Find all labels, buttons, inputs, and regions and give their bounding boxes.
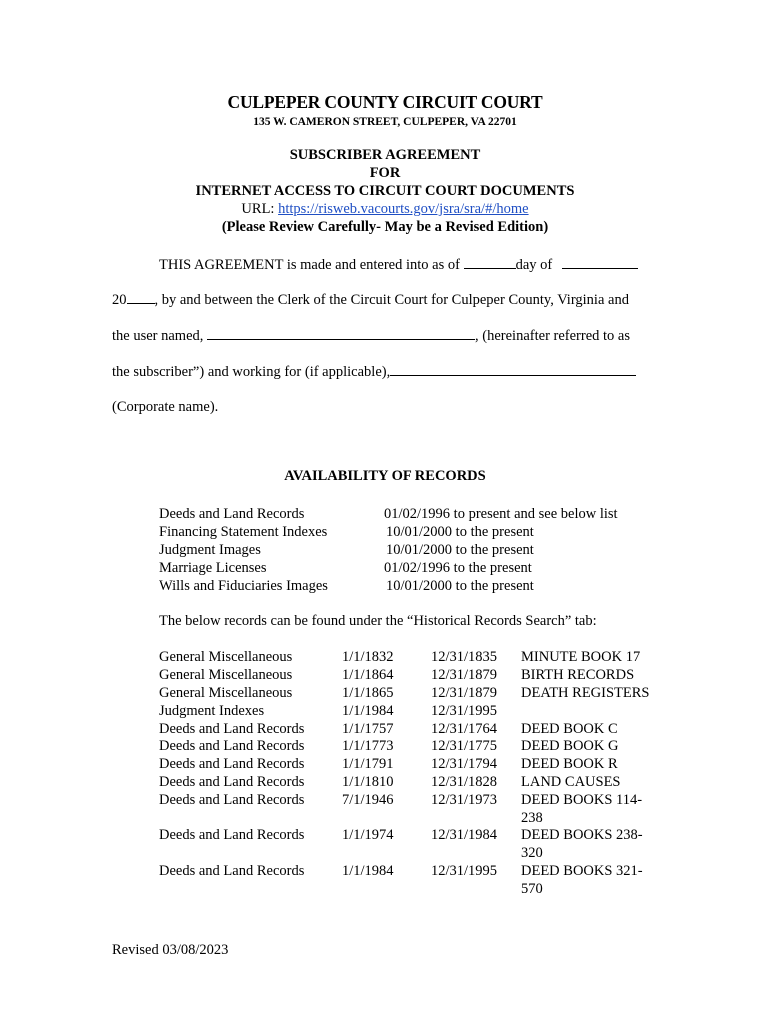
- agreement-line-2: [112, 291, 629, 309]
- historical-book: LAND CAUSES: [521, 774, 621, 790]
- historical-start-date: 1/1/1865: [342, 685, 394, 701]
- historical-book: DEED BOOK R: [521, 756, 618, 772]
- historical-end-date: 12/31/1828: [431, 774, 498, 790]
- historical-book: MINUTE BOOK 17: [521, 649, 641, 665]
- court-name: CULPEPER COUNTY CIRCUIT COURT: [227, 92, 543, 112]
- record-date-range: 01/02/1996 to present and see below list: [384, 506, 618, 522]
- historical-end-date: 12/31/1879: [431, 667, 498, 683]
- agreement-subtitle: INTERNET ACCESS TO CIRCUIT COURT DOCUMENTS: [195, 183, 575, 199]
- historical-book: DEED BOOK C: [521, 721, 618, 737]
- historical-book: BIRTH RECORDS: [521, 667, 635, 683]
- historical-record-name: Deeds and Land Records: [159, 721, 305, 737]
- historical-record-name: Deeds and Land Records: [159, 827, 305, 843]
- historical-record-name: Deeds and Land Records: [159, 774, 305, 790]
- agreement-for: FOR: [369, 165, 401, 181]
- historical-start-date: 1/1/1974: [342, 827, 394, 843]
- availability-title: AVAILABILITY OF RECORDS: [284, 468, 486, 484]
- historical-end-date: 12/31/1995: [431, 863, 498, 879]
- agreement-text: THIS AGREEMENT is made and entered into as of: [159, 257, 464, 273]
- historical-book-continued: 238: [521, 810, 543, 826]
- historical-end-date: 12/31/1984: [431, 827, 498, 843]
- historical-book: DEED BOOKS 114-: [521, 792, 643, 808]
- historical-end-date: 12/31/1794: [431, 756, 498, 772]
- agreement-text: the user named,: [112, 328, 208, 344]
- record-name: Wills and Fiduciaries Images: [159, 578, 328, 594]
- historical-start-date: 1/1/1757: [342, 721, 394, 737]
- url-link[interactable]: https://risweb.vacourts.gov/jsra/sra/#/home: [278, 201, 529, 217]
- historical-end-date: 12/31/1973: [431, 792, 498, 808]
- record-date-range: 10/01/2000 to the present: [386, 578, 534, 594]
- historical-start-date: 1/1/1832: [342, 649, 394, 665]
- historical-start-date: 1/1/1984: [342, 703, 394, 719]
- agreement-text: , (hereinafter referred to as: [475, 328, 630, 344]
- historical-book: DEED BOOKS 238-: [521, 827, 643, 843]
- historical-record-name: General Miscellaneous: [159, 667, 293, 683]
- historical-book-continued: 570: [521, 881, 543, 897]
- record-name: Marriage Licenses: [159, 560, 267, 576]
- user-name-blank[interactable]: [207, 327, 475, 340]
- historical-end-date: 12/31/1775: [431, 738, 498, 754]
- historical-start-date: 1/1/1810: [342, 774, 394, 790]
- url-line: [0, 201, 770, 218]
- historical-start-date: 1/1/1984: [342, 863, 394, 879]
- corporate-name-blank[interactable]: [390, 363, 636, 376]
- historical-end-date: 12/31/1995: [431, 703, 498, 719]
- historical-record-name: Deeds and Land Records: [159, 863, 305, 879]
- agreement-text: , by and between the Clerk of the Circuit Court for Culpeper County, Virginia and: [154, 292, 629, 308]
- url-label: URL:: [241, 201, 279, 217]
- agreement-line-4: [112, 363, 636, 381]
- agreement-line-1: [159, 256, 638, 274]
- historical-book: DEED BOOK G: [521, 738, 619, 754]
- court-address: 135 W. CAMERON STREET, CULPEPER, VA 22701: [253, 116, 517, 128]
- historical-end-date: 12/31/1835: [431, 649, 498, 665]
- historical-book: DEATH REGISTERS: [521, 685, 650, 701]
- historical-record-name: Deeds and Land Records: [159, 792, 305, 808]
- historical-record-name: Judgment Indexes: [159, 703, 265, 719]
- month-blank[interactable]: [562, 256, 638, 269]
- agreement-line-3: [112, 327, 630, 345]
- historical-start-date: 7/1/1946: [342, 792, 394, 808]
- record-date-range: 10/01/2000 to the present: [386, 524, 534, 540]
- historical-start-date: 1/1/1791: [342, 756, 394, 772]
- historical-intro: The below records can be found under the “Historical Records Search” tab:: [159, 613, 597, 629]
- historical-start-date: 1/1/1773: [342, 738, 394, 754]
- review-notice: (Please Review Carefully- May be a Revised Edition): [221, 219, 549, 235]
- record-date-range: 10/01/2000 to the present: [386, 542, 534, 558]
- historical-record-name: General Miscellaneous: [159, 649, 293, 665]
- historical-book-continued: 320: [521, 845, 543, 861]
- historical-record-name: General Miscellaneous: [159, 685, 293, 701]
- historical-book: DEED BOOKS 321-: [521, 863, 643, 879]
- historical-record-name: Deeds and Land Records: [159, 738, 305, 754]
- year-blank[interactable]: [127, 291, 155, 304]
- record-name: Judgment Images: [159, 542, 261, 558]
- agreement-title: SUBSCRIBER AGREEMENT: [289, 147, 481, 163]
- agreement-line-5: (Corporate name).: [112, 399, 219, 415]
- historical-end-date: 12/31/1764: [431, 721, 498, 737]
- agreement-text: day of: [515, 257, 556, 273]
- record-date-range: 01/02/1996 to the present: [384, 560, 532, 576]
- historical-end-date: 12/31/1879: [431, 685, 498, 701]
- record-name: Deeds and Land Records: [159, 506, 305, 522]
- historical-record-name: Deeds and Land Records: [159, 756, 305, 772]
- date-day-blank[interactable]: [464, 256, 516, 269]
- revised-date: Revised 03/08/2023: [112, 942, 229, 958]
- historical-start-date: 1/1/1864: [342, 667, 394, 683]
- agreement-text: the subscriber”) and working for (if applicable),: [112, 364, 391, 380]
- agreement-text: 20: [112, 292, 127, 308]
- record-name: Financing Statement Indexes: [159, 524, 328, 540]
